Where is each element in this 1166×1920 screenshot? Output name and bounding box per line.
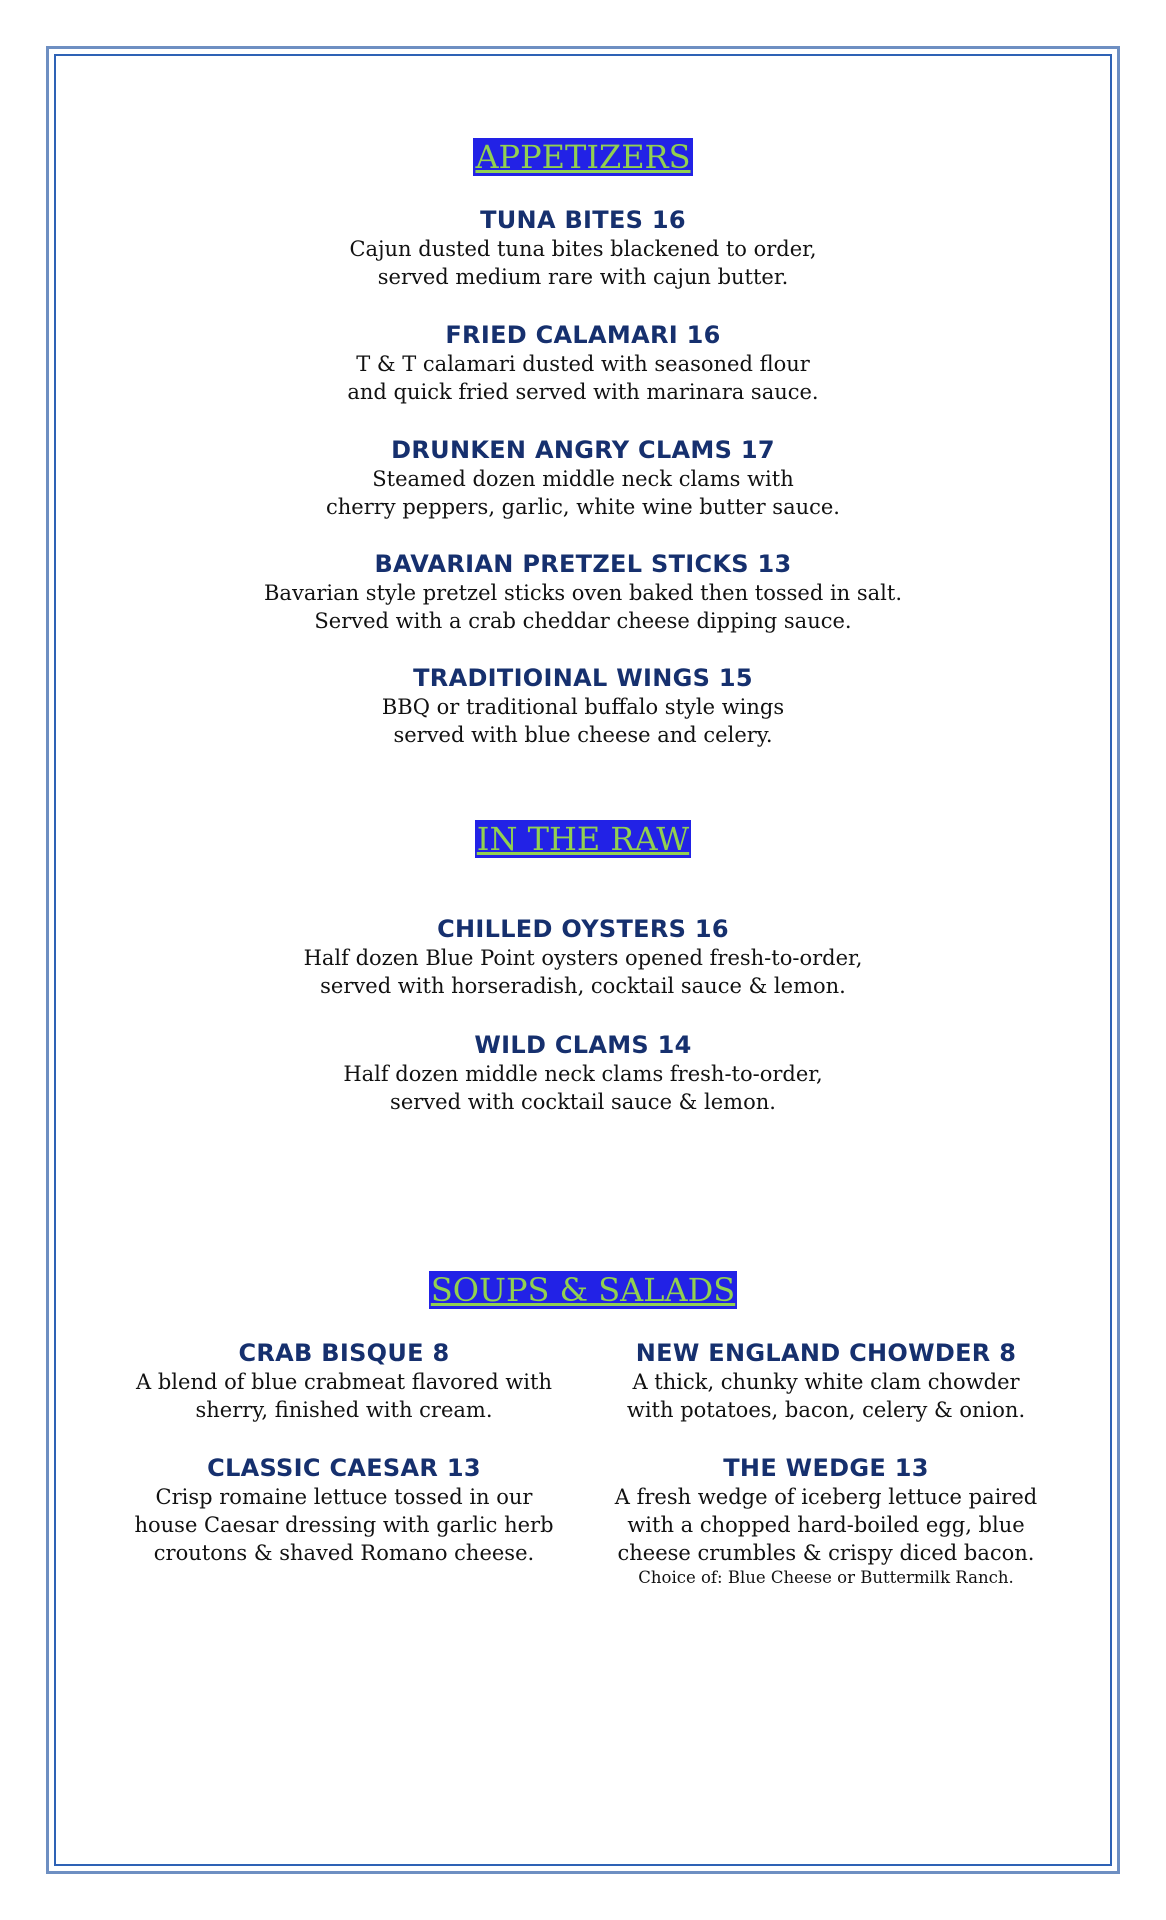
section-heading-text: SOUPS & SALADS — [430, 1271, 736, 1309]
item-desc-line: cherry peppers, garlic, white wine butter sauce. — [326, 495, 840, 519]
in-the-raw-heading — [0, 819, 1166, 859]
menu-item-new-england-chowder — [574, 1339, 1078, 1424]
menu-item-the-wedge — [574, 1454, 1078, 1589]
item-title: BAVARIAN PRETZEL STICKS 13 — [374, 550, 792, 578]
item-title: DRUNKEN ANGRY CLAMS 17 — [391, 436, 775, 464]
menu-item-crab-bisque — [90, 1339, 598, 1424]
item-desc-line: A fresh wedge of iceberg lettuce paired — [614, 1485, 1038, 1509]
item-desc-line: Cajun dusted tuna bites blackened to order, — [349, 237, 817, 261]
item-desc-line: house Caesar dressing with garlic herb — [134, 1513, 554, 1537]
item-desc-line: with potatoes, bacon, celery & onion. — [626, 1398, 1026, 1422]
item-desc-line: sherry, finished with cream. — [195, 1398, 493, 1422]
item-title: CHILLED OYSTERS 16 — [437, 915, 729, 943]
item-title: FRIED CALAMARI 16 — [445, 321, 721, 349]
section-heading-text: APPETIZERS — [475, 138, 691, 176]
section-heading-text: IN THE RAW — [476, 820, 690, 858]
menu-item-chilled-oysters — [0, 915, 1166, 1000]
menu-item-classic-caesar — [90, 1454, 598, 1567]
menu-item-wild-clams — [0, 1031, 1166, 1116]
item-desc-line: Half dozen Blue Point oysters opened fresh-to-order, — [303, 946, 863, 970]
item-title: TRADITIOINAL WINGS 15 — [413, 664, 753, 692]
item-title: WILD CLAMS 14 — [474, 1031, 692, 1059]
menu-item-fried-calamari — [0, 321, 1166, 406]
item-title: TUNA BITES 16 — [480, 206, 686, 234]
item-desc-line: Bavarian style pretzel sticks oven baked then tossed in salt. — [264, 581, 902, 605]
item-desc-line: with a chopped hard-boiled egg, blue — [627, 1513, 1025, 1537]
menu-item-bavarian-pretzel-sticks — [0, 550, 1166, 635]
appetizers-heading — [0, 137, 1166, 177]
item-desc-line: croutons & shaved Romano cheese. — [153, 1541, 535, 1565]
menu-item-tuna-bites — [0, 206, 1166, 291]
item-desc-line: T & T calamari dusted with seasoned flour — [356, 352, 810, 376]
item-desc-line: served with blue cheese and celery. — [393, 723, 773, 747]
item-desc-line: Crisp romaine lettuce tossed in our — [155, 1485, 533, 1509]
item-desc-line: Half dozen middle neck clams fresh-to-order, — [343, 1062, 823, 1086]
item-desc-line: served with horseradish, cocktail sauce & lemon. — [320, 974, 846, 998]
item-desc-line: cheese crumbles & crispy diced bacon. — [617, 1541, 1035, 1565]
item-desc-line: served medium rare with cajun butter. — [377, 265, 789, 289]
item-desc-line: Steamed dozen middle neck clams with — [372, 467, 794, 491]
item-title: CRAB BISQUE 8 — [238, 1339, 450, 1367]
item-desc-line: and quick fried served with marinara sauce. — [347, 380, 819, 404]
item-desc-line: A thick, chunky white clam chowder — [632, 1370, 1020, 1394]
item-desc-line: served with cocktail sauce & lemon. — [390, 1090, 776, 1114]
item-desc-line: BBQ or traditional buffalo style wings — [381, 695, 785, 719]
item-title: THE WEDGE 13 — [723, 1454, 929, 1482]
item-note: Choice of: Blue Cheese or Buttermilk Ranch. — [638, 1568, 1014, 1587]
menu-item-drunken-angry-clams — [0, 436, 1166, 521]
menu-item-traditional-wings — [0, 664, 1166, 749]
item-desc-line: A blend of blue crabmeat flavored with — [136, 1370, 552, 1394]
item-title: CLASSIC CAESAR 13 — [207, 1454, 481, 1482]
item-desc-line: Served with a crab cheddar cheese dipping sauce. — [314, 609, 852, 633]
soups-salads-heading — [0, 1270, 1166, 1310]
item-title: NEW ENGLAND CHOWDER 8 — [635, 1339, 1017, 1367]
